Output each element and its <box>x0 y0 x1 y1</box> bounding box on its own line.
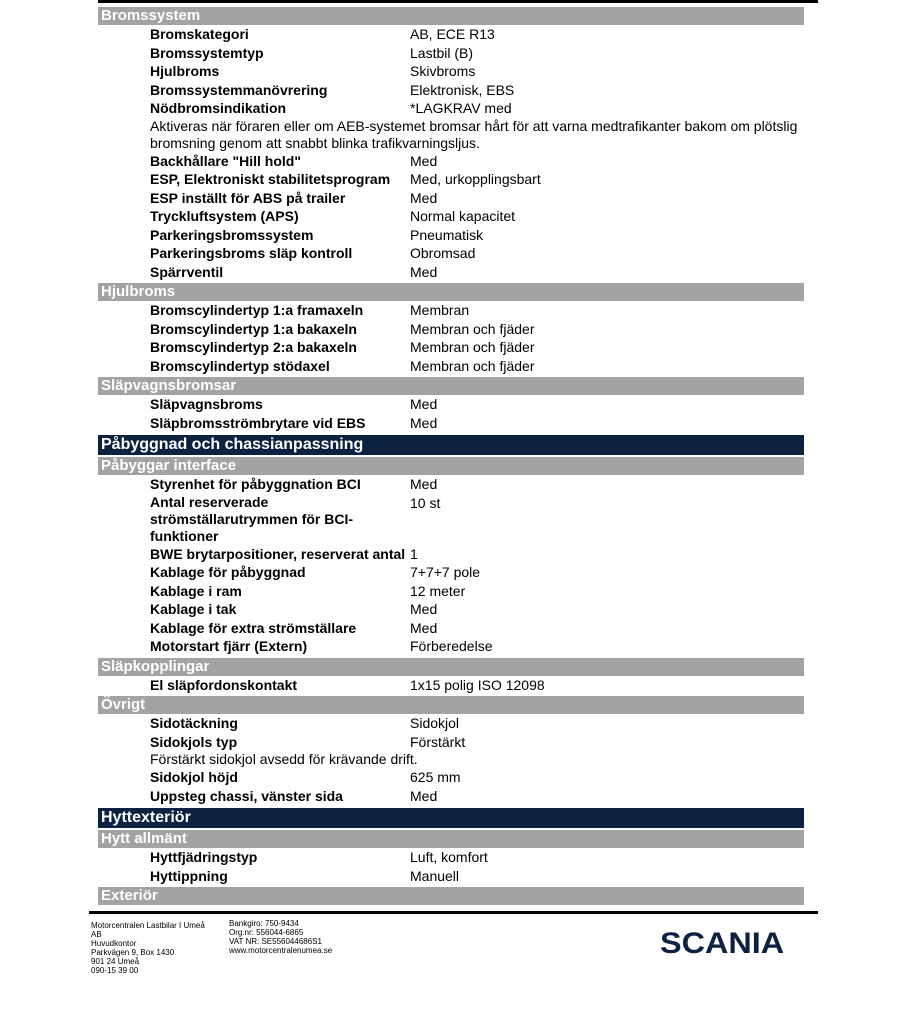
spec-row <box>98 676 818 695</box>
spec-label: Bromssystemtyp <box>150 44 264 61</box>
spec-row <box>98 395 818 414</box>
spec-row <box>98 768 818 787</box>
spec-value: Lastbil (B) <box>410 44 474 61</box>
spec-label: El släpfordonskontakt <box>150 676 298 693</box>
spec-label: Släpbromsströmbrytare vid EBS <box>150 414 366 431</box>
spec-row <box>98 170 818 189</box>
spec-label: Motorstart fjärr (Extern) <box>150 638 308 654</box>
spec-row <box>98 563 818 582</box>
spec-row <box>98 301 818 320</box>
footer-company-line: AB <box>91 930 102 939</box>
spec-row <box>98 263 818 282</box>
spec-note: Aktiveras när föraren eller om AEB-systemet bromsar hårt för att varna medtrafikanter bakom om plötslig bromsning genom att snabbt blinka trafikvarningsljus. <box>150 117 798 151</box>
spec-value: Förberedelse <box>410 638 493 654</box>
spec-label: Sidotäckning <box>150 715 238 731</box>
spec-row <box>98 62 818 81</box>
spec-value: Förstärkt <box>410 733 466 750</box>
spec-row <box>98 244 818 263</box>
spec-note: Förstärkt sidokjol avsedd för krävande drift. <box>150 751 418 767</box>
spec-value: Med <box>410 263 438 280</box>
section-header-exterior: Exteriör <box>98 887 804 905</box>
spec-row <box>98 787 818 806</box>
spec-document <box>98 5 818 905</box>
spec-value: 1x15 polig ISO 12098 <box>410 676 545 693</box>
spec-label: Bromscylindertyp stödaxel <box>150 357 330 374</box>
spec-label: Sidokjol höjd <box>150 769 238 785</box>
spec-row <box>98 357 818 376</box>
footer-bank-line: www.motorcentralenumea.se <box>229 946 333 955</box>
spec-value: 10 st <box>410 494 441 511</box>
spec-label: Nödbromsindikation <box>150 100 287 116</box>
spec-row <box>98 714 818 733</box>
spec-row <box>98 226 818 245</box>
spec-label: Tryckluftsystem (APS) <box>150 208 299 224</box>
spec-row <box>98 414 818 433</box>
spec-label: Hjulbroms <box>150 63 220 79</box>
spec-row <box>98 207 818 226</box>
spec-row <box>98 619 818 638</box>
spec-row <box>98 545 818 564</box>
spec-value: Med <box>410 396 438 412</box>
footer-company-address <box>91 921 216 975</box>
footer-bank-line: Org.nr: 556044-6865 <box>229 928 304 937</box>
spec-row <box>98 99 818 118</box>
spec-row <box>98 494 818 545</box>
spec-label: BWE brytarpositioner, reserverat antal <box>150 545 406 562</box>
spec-value: Med, urkopplingsbart <box>410 171 541 187</box>
spec-value: Med <box>410 152 438 169</box>
spec-value: Membran och fjäder <box>410 339 535 355</box>
section-header-bromssystem: Bromssystem <box>98 7 804 25</box>
footer-company-line: 901 24 Umeå <box>91 957 140 966</box>
spec-value: Med <box>410 189 438 206</box>
spec-value: Obromsad <box>410 245 476 261</box>
section-header-hytt-allmant: Hytt allmänt <box>98 830 804 848</box>
spec-label: Hyttfjädringstyp <box>150 849 258 865</box>
spec-label: Släpvagnsbroms <box>150 396 263 412</box>
spec-label: Styrenhet för påbyggnation BCI <box>150 476 361 492</box>
footer-company-line: Huvudkontor <box>91 939 137 948</box>
footer-company-line: Motorcentralen Lastbilar I Umeå <box>91 921 205 930</box>
spec-value: Med <box>410 787 438 804</box>
footer-company-line: Parkvägen 9, Box 1430 <box>91 948 175 957</box>
spec-value: Elektronisk, EBS <box>410 81 515 98</box>
spec-row <box>98 867 818 886</box>
spec-row <box>98 637 818 656</box>
spec-value: 625 mm <box>410 769 461 785</box>
footer-bank-details <box>229 919 369 955</box>
spec-label: Kablage i tak <box>150 601 237 617</box>
footer-rule <box>89 911 818 914</box>
spec-label: Bromscylindertyp 2:a bakaxeln <box>150 339 357 355</box>
spec-label: Kablage för extra strömställare <box>150 619 357 636</box>
section-header-pabyggar-interface: Påbyggar interface <box>98 457 804 475</box>
footer-bank-line: Bankgiro: 750-9434 <box>229 919 299 928</box>
spec-row <box>98 189 818 208</box>
spec-value: AB, ECE R13 <box>410 26 495 42</box>
spec-value: Membran och fjäder <box>410 320 535 337</box>
spec-value: *LAGKRAV med <box>410 100 512 116</box>
spec-row <box>98 338 818 357</box>
spec-label: Antal reserverade strömställarutrymmen för BCI-funktioner <box>150 493 354 544</box>
spec-row <box>98 320 818 339</box>
spec-row <box>98 44 818 63</box>
spec-label: Backhållare "Hill hold" <box>150 152 301 169</box>
section-header-hyttexterior: Hyttexteriör <box>98 808 804 828</box>
spec-value: 1 <box>410 545 418 562</box>
top-rule <box>98 0 818 3</box>
spec-label: Bromskategori <box>150 26 249 42</box>
spec-value: Med <box>410 601 438 617</box>
spec-label: ESP inställt för ABS på trailer <box>150 189 346 206</box>
spec-row <box>98 582 818 601</box>
spec-value: Pneumatisk <box>410 226 484 243</box>
spec-value: Luft, komfort <box>410 849 488 865</box>
spec-row <box>98 475 818 494</box>
spec-label: Spärrventil <box>150 263 224 280</box>
footer-bank-line: VAT NR: SE556044686S1 <box>229 937 322 946</box>
section-header-slapvagnsbromsar: Släpvagnsbromsar <box>98 377 804 395</box>
spec-value: Med <box>410 414 438 431</box>
spec-value: 12 meter <box>410 582 466 599</box>
spec-label: Parkeringsbromssystem <box>150 226 314 243</box>
spec-value: Med <box>410 619 438 636</box>
spec-label: Bromssystemmanövrering <box>150 81 328 98</box>
spec-value: Sidokjol <box>410 715 460 731</box>
spec-row <box>98 600 818 619</box>
spec-label: ESP, Elektroniskt stabilitetsprogram <box>150 171 391 187</box>
spec-label: Uppsteg chassi, vänster sida <box>150 787 343 804</box>
spec-value: 7+7+7 pole <box>410 564 481 580</box>
spec-label: Hyttippning <box>150 867 228 884</box>
spec-row <box>98 848 818 867</box>
spec-row <box>98 81 818 100</box>
spec-row <box>98 152 818 171</box>
spec-row <box>98 25 818 44</box>
spec-value: Membran och fjäder <box>410 357 535 374</box>
scania-logo: SCANIA <box>660 927 785 960</box>
spec-label: Bromscylindertyp 1:a bakaxeln <box>150 320 357 337</box>
footer-company-line: 090-15 39 00 <box>91 966 139 975</box>
spec-label: Sidokjols typ <box>150 733 238 750</box>
spec-label: Kablage i ram <box>150 582 242 599</box>
spec-value: Normal kapacitet <box>410 208 516 224</box>
spec-label: Bromscylindertyp 1:a framaxeln <box>150 302 364 318</box>
spec-label: Kablage för påbyggnad <box>150 564 306 580</box>
section-header-pabyggnad-och-chassianpassning: Påbyggnad och chassianpassning <box>98 435 804 455</box>
spec-value: Med <box>410 476 438 492</box>
spec-row <box>98 733 818 752</box>
spec-value: Membran <box>410 302 470 318</box>
spec-label: Parkeringsbroms släp kontroll <box>150 245 353 261</box>
section-header-hjulbroms: Hjulbroms <box>98 283 804 301</box>
spec-value: Manuell <box>410 867 460 884</box>
section-header-ovrigt: Övrigt <box>98 696 804 714</box>
spec-value: Skivbroms <box>410 63 476 79</box>
section-header-slapkopplingar: Släpkopplingar <box>98 658 804 676</box>
